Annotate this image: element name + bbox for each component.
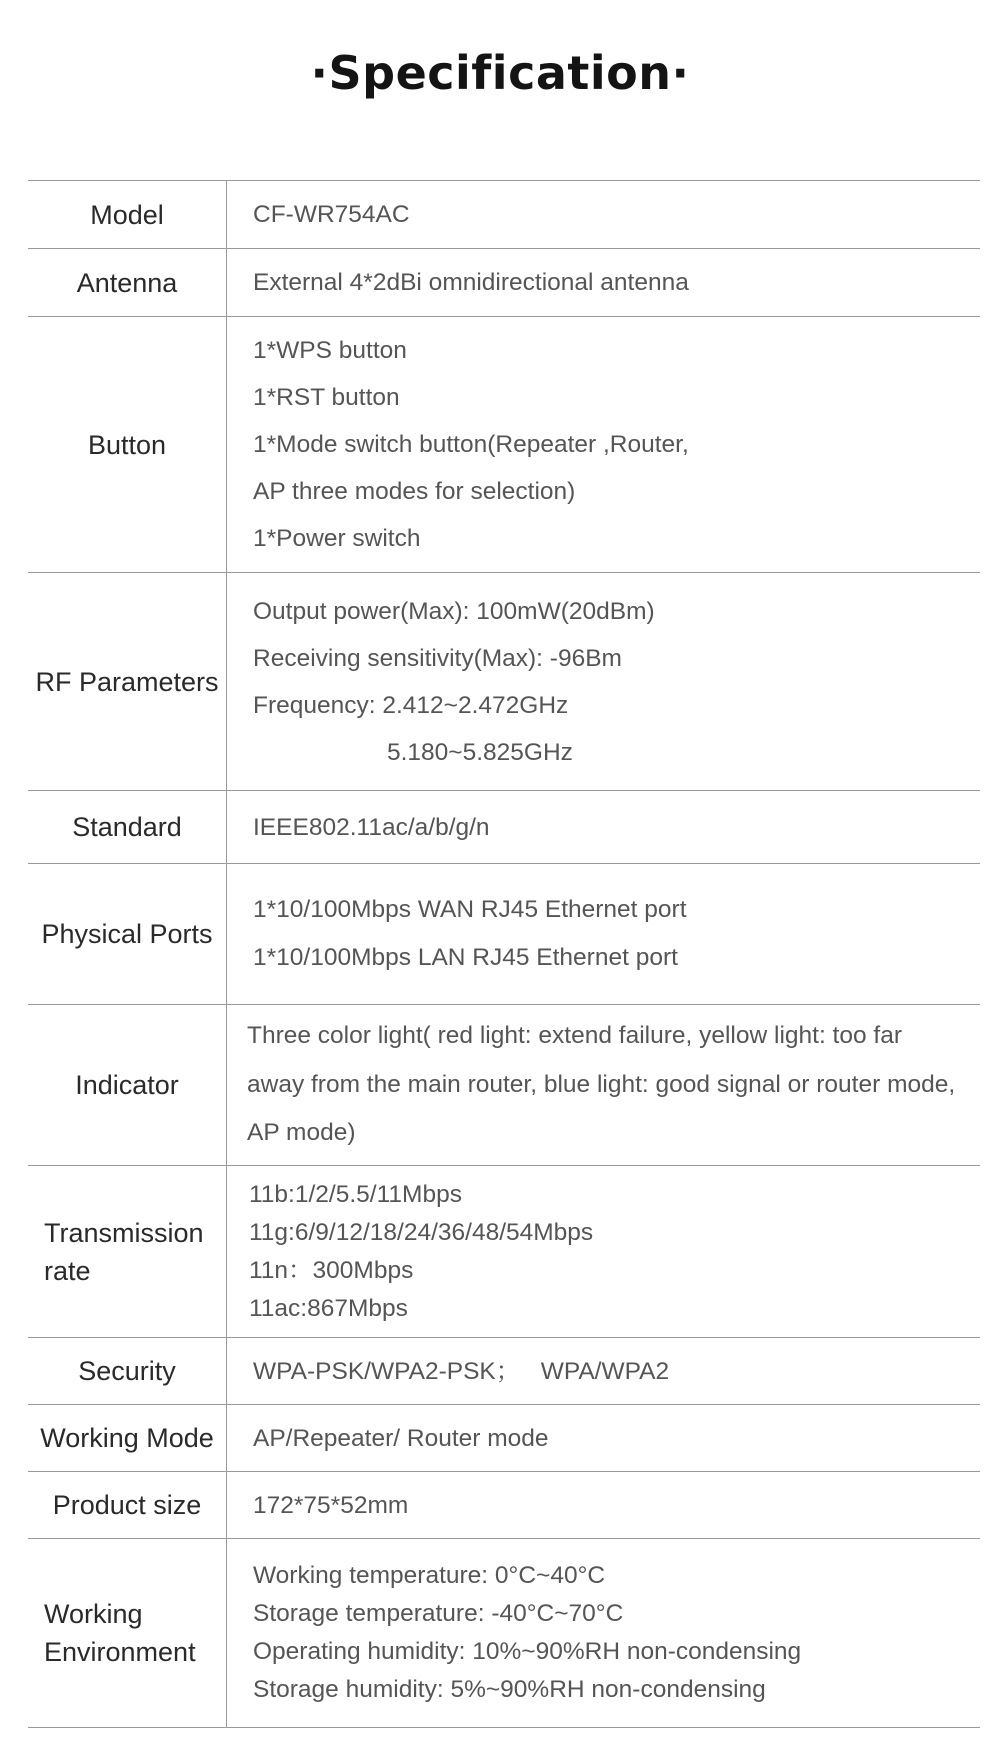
- table-row: [28, 249, 980, 317]
- row-value: AP/Repeater/ Router mode: [253, 1424, 549, 1452]
- row-label: Indicator: [28, 1005, 227, 1165]
- row-value: Three color light( red light: extend failure, yellow light: too far away from the main router, blue light: good signal or router mode, AP mode): [247, 1022, 956, 1147]
- row-label: Standard: [28, 791, 227, 863]
- table-row: [28, 791, 980, 864]
- table-row: [28, 864, 980, 1005]
- row-label: Working Mode: [28, 1405, 227, 1471]
- row-value: CF-WR754AC: [253, 201, 410, 228]
- table-row: [28, 1405, 980, 1472]
- table-row: [28, 1338, 980, 1405]
- row-label: Security: [28, 1338, 227, 1404]
- row-value: External 4*2dBi omnidirectional antenna: [253, 269, 689, 296]
- table-row: [28, 1472, 980, 1539]
- row-label: Product size: [28, 1472, 227, 1538]
- table-row: [28, 1166, 980, 1338]
- row-label: [28, 1539, 227, 1727]
- row-label-text: Working Environment: [44, 1599, 196, 1667]
- row-label: Model: [28, 181, 227, 248]
- row-value: WPA-PSK/WPA2-PSK； WPA/WPA2: [253, 1357, 670, 1385]
- title-container: [0, 46, 1000, 100]
- table-row: [28, 1005, 980, 1166]
- spec-table: [28, 180, 980, 1728]
- table-row: [28, 317, 980, 573]
- table-row: [28, 573, 980, 791]
- row-label-text: Transmission rate: [44, 1217, 204, 1286]
- row-value: Working temperature: 0°C~40°C Storage temperature: -40°C~70°C Operating humidity: 10%~90%RH non-condensing Storage humidity: 5%~90%RH non-condensing: [253, 1562, 802, 1703]
- row-value: 1*WPS button 1*RST button 1*Mode switch button(Repeater ,Router, AP three modes for selection) 1*Power switch: [253, 337, 689, 552]
- row-value: Output power(Max): 100mW(20dBm) Receiving sensitivity(Max): -96Bm Frequency: 2.412~2.472GHz 5.180~5.825GHz: [253, 597, 655, 766]
- row-value: 1*10/100Mbps WAN RJ45 Ethernet port 1*10/100Mbps LAN RJ45 Ethernet port: [253, 896, 687, 971]
- row-label: RF Parameters: [28, 573, 227, 790]
- row-value: IEEE802.11ac/a/b/g/n: [253, 813, 490, 841]
- row-label: Physical Ports: [28, 864, 227, 1004]
- row-label: Antenna: [28, 249, 227, 316]
- row-value: 172*75*52mm: [253, 1491, 409, 1519]
- row-label: Button: [28, 317, 227, 572]
- table-row: [28, 1539, 980, 1728]
- row-value: 11b:1/2/5.5/11Mbps 11g:6/9/12/18/24/36/48/54Mbps 11n：300Mbps 11ac:867Mbps: [249, 1180, 594, 1322]
- table-row: [28, 181, 980, 249]
- row-label: [28, 1166, 227, 1337]
- page-title: ·Specification·: [310, 46, 690, 100]
